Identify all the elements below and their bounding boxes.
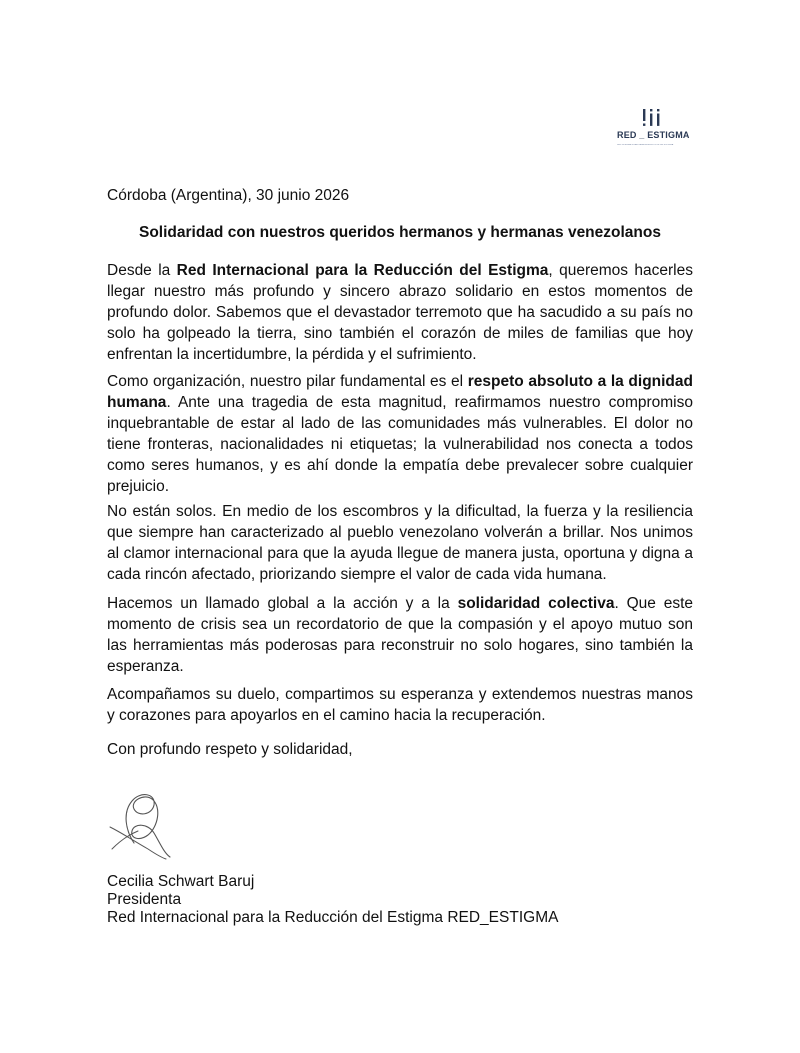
logo-tagline: RED INTERNACIONAL PARA LA REDUCCION DEL ESTIGMA <box>617 144 674 146</box>
signer-organization: Red Internacional para la Reducción del Estigma RED_ESTIGMA <box>107 909 559 926</box>
logo-name: RED _ ESTIGMA <box>617 130 690 140</box>
paragraph-5: Acompañamos su duelo, compartimos su esperanza y extendemos nuestras manos y corazones para apoyarlos en el camino hacia la recuperación. <box>107 686 693 724</box>
paragraph-4-text-start: Hacemos un llamado global a la acción y a la <box>107 595 458 612</box>
paragraph-4 <box>107 593 693 677</box>
paragraph-2-bold: respeto absoluto a la dignidad humana <box>107 373 693 411</box>
paragraph-4-bold: solidaridad colectiva <box>457 595 615 612</box>
paragraph-1-text-end: , queremos hacerles llegar nuestro más profundo y sincero abrazo solidario en estos momentos de profundo dolor. Sabemos que el devastador terremoto que ha sacudido a su país no solo ha golpeado la tierra, sino también el corazón de miles de familias que hoy enfrentan la incertidumbre, la pérdida y el sufrimiento. <box>107 262 693 363</box>
signer-role: Presidenta <box>107 891 182 908</box>
paragraph-2-text-end: . Ante una tragedia de esta magnitud, reafirmamos nuestro compromiso inquebrantable de estar al lado de las comunidades más vulnerables. El dolor no tiene fronteras, nacionalidades ni etiquetas; la vulnerabilidad nos conecta a todos como seres humanos, y es ahí donde la empatía debe prevalecer sobre cualquier prejuicio. <box>107 394 693 495</box>
paragraph-1-bold: Red Internacional para la Reducción del Estigma <box>176 262 549 279</box>
letter-title: Solidaridad con nuestros queridos hermanos y hermanas venezolanos <box>139 224 661 241</box>
signer-name: Cecilia Schwart Baruj <box>107 873 255 890</box>
paragraph-2-text-start: Como organización, nuestro pilar fundamental es el <box>107 373 468 390</box>
handwritten-signature <box>104 783 184 863</box>
paragraph-3: No están solos. En medio de los escombros y la dificultad, la fuerza y la resiliencia que siempre han caracterizado al pueblo venezolano volverán a brillar. Nos unimos al clamor internacional para que la ayuda llegue de manera justa, oportuna y digna a cada rincón afectado, priorizando siempre el valor de cada vida humana. <box>107 503 693 583</box>
signature-block <box>107 873 558 927</box>
logo-mark-icon <box>639 108 669 128</box>
paragraph-1 <box>107 260 693 365</box>
paragraph-1-text-start: Desde la <box>107 262 177 279</box>
letter-date: Córdoba (Argentina), 30 junio 2026 <box>107 187 350 204</box>
closing-line: Con profundo respeto y solidaridad, <box>107 741 353 758</box>
paragraph-2 <box>107 371 693 497</box>
paragraph-4-text-end: . Que este momento de crisis sea un recordatorio de que la compasión y el apoyo mutuo son las herramientas más poderosas para reconstruir no solo hogares, sino también la esperanza. <box>107 595 693 675</box>
organization-logo <box>611 108 703 154</box>
